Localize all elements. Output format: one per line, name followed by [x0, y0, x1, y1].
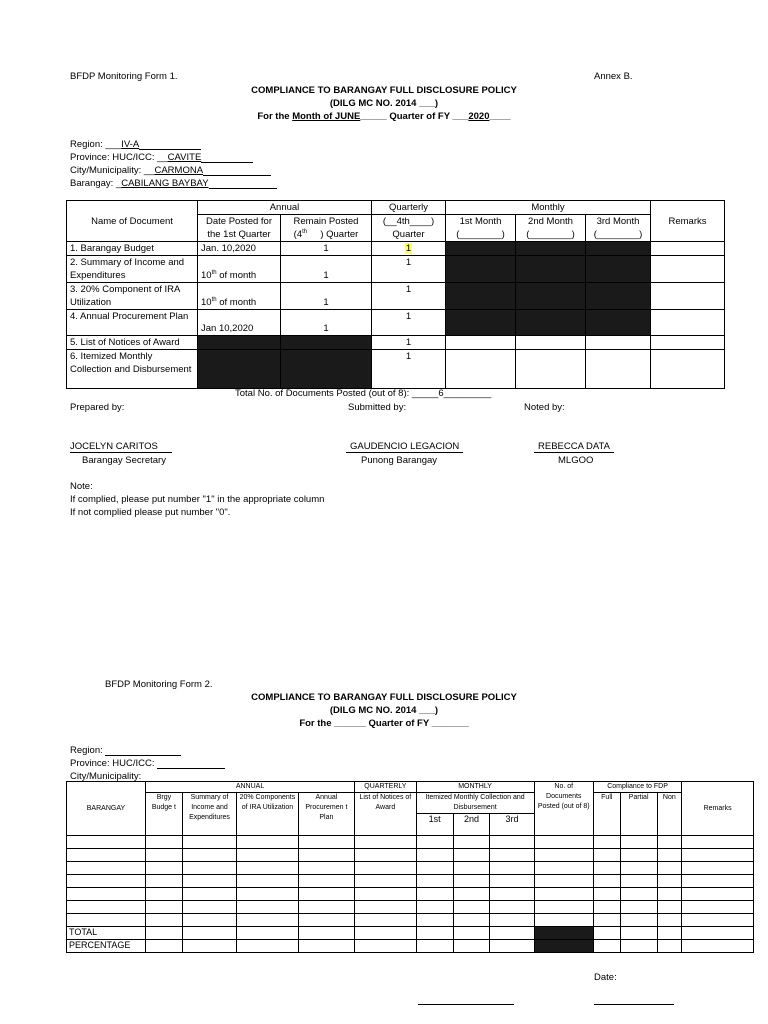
header-monthly: Monthly	[446, 201, 651, 215]
submitted-by-label: Submitted by:	[348, 402, 407, 413]
date-posted: Jan 10,2020	[198, 310, 281, 336]
prepared-by-label: Prepared by:	[70, 402, 125, 413]
table-row	[67, 256, 725, 283]
doc-name: 4. Annual Procurement Plan	[67, 310, 198, 336]
f2-header-procurement: Annual Procuremen t Plan	[298, 793, 354, 836]
header-remain-posted: Remain Posted (4th ) Quarter	[281, 215, 372, 242]
f2-header-none: Non	[657, 793, 682, 836]
f2-header-annual: ANNUAL	[145, 782, 354, 793]
table-row	[67, 849, 754, 862]
note-line-2: If not complied please put number "0".	[70, 507, 231, 518]
f2-header-m1: 1st	[416, 814, 453, 836]
form1-period-line: For the Month of JUNE_____ Quarter of FY ___2020____	[257, 111, 511, 122]
table-row	[67, 336, 725, 350]
signatory-3-title: MLGOO	[558, 455, 594, 466]
form2-region-field: Region:	[70, 744, 181, 756]
doc-name: 2. Summary of Income and Expenditures	[67, 256, 198, 283]
remain-posted: 1	[281, 242, 372, 256]
total-row	[67, 927, 754, 940]
doc-name: 5. List of Notices of Award	[67, 336, 198, 350]
date-label: Date:	[594, 972, 617, 983]
form1-title: COMPLIANCE TO BARANGAY FULL DISCLOSURE POLICY	[251, 85, 517, 96]
quarter-value: 1	[372, 310, 446, 336]
table-row	[67, 875, 754, 888]
signatory-2-name: GAUDENCIO LEGACION	[346, 441, 463, 453]
form2-label: BFDP Monitoring Form 2.	[105, 679, 213, 690]
f2-header-remarks: Remarks	[682, 782, 754, 836]
total-value: 6	[438, 388, 444, 399]
doc-name: 1. Barangay Budget	[67, 242, 198, 256]
f2-header-full: Full	[593, 793, 620, 836]
noted-by-label: Noted by:	[524, 402, 565, 413]
doc-name: 3. 20% Component of IRA Utilization	[67, 283, 198, 310]
province-value: CAVITE	[167, 152, 202, 163]
header-name-of-document: Name of Document	[67, 201, 198, 242]
date-posted: 10th of month	[198, 283, 281, 310]
province-field: Province: HUC/ICC: __CAVITE	[70, 151, 253, 163]
quarter-value: 1	[372, 350, 446, 389]
barangay-value: CABILANG BAYBAY	[121, 178, 209, 189]
table-row	[67, 901, 754, 914]
region-field: Region: ___IV-A	[70, 138, 201, 150]
header-month-3: 3rd Month (________)	[586, 215, 651, 242]
quarter-value: 1	[372, 283, 446, 310]
remain-posted: 1	[281, 310, 372, 336]
f2-header-m3: 3rd	[490, 814, 534, 836]
table-row	[67, 836, 754, 849]
signatory-1-name: JOCELYN CARITOS	[70, 441, 172, 453]
annex-label: Annex B.	[594, 71, 633, 82]
form2-subtitle: (DILG MC NO. 2014 ___)	[329, 705, 439, 716]
table-row	[67, 914, 754, 927]
remain-posted: 1	[281, 283, 372, 310]
signatory-2-title: Punong Barangay	[361, 455, 438, 466]
city-value: CARMONA	[154, 165, 204, 176]
table-row	[67, 862, 754, 875]
form2-table	[66, 781, 754, 953]
signatory-3-name: REBECCA DATA	[534, 441, 614, 453]
f2-header-budget: Brgy Budge t	[145, 793, 182, 836]
form2-city-field: City/Municipality:	[70, 770, 224, 782]
city-field: City/Municipality: __CARMONA	[70, 164, 271, 176]
table-row	[67, 242, 725, 256]
f2-header-ira: 20% Components of IRA Utilization	[237, 793, 299, 836]
signature-line-left	[418, 1004, 514, 1005]
period-value: Month of JUNE	[292, 111, 361, 122]
doc-name: 6. Itemized Monthly Collection and Disbursement	[67, 350, 198, 389]
form2-period-line: For the ______ Quarter of FY _______	[299, 718, 469, 729]
quarter-value: 1	[372, 336, 446, 350]
f2-header-docs-posted: No. of Documents Posted (out of 8)	[534, 782, 593, 836]
form1-subtitle: (DILG MC NO. 2014 ___)	[329, 98, 439, 109]
header-month-1: 1st Month (________)	[446, 215, 516, 242]
f2-header-monthly: MONTHLY	[416, 782, 534, 793]
fy-value: 2020	[468, 111, 490, 122]
percentage-label: PERCENTAGE	[67, 940, 146, 953]
f2-header-itemized: Itemized Monthly Collection and Disbursement	[416, 793, 534, 814]
table-row	[67, 310, 725, 336]
region-value: IV-A	[121, 139, 140, 150]
date-posted: 10th of month	[198, 256, 281, 283]
f2-header-income: Summary of Income and Expenditures	[182, 793, 236, 836]
table-row	[67, 350, 725, 389]
date-posted: Jan. 10,2020	[198, 242, 281, 256]
form1-table	[66, 200, 725, 389]
total-documents-line: Total No. of Documents Posted (out of 8): _____6_________	[235, 388, 492, 399]
f2-header-notices: List of Notices of Award	[355, 793, 417, 836]
form2-title: COMPLIANCE TO BARANGAY FULL DISCLOSURE POLICY	[251, 692, 517, 703]
f2-header-compliance: Compliance to FDP	[593, 782, 681, 793]
header-quarter: (__4th____) Quarter	[372, 215, 446, 242]
quarter-value: 1	[372, 242, 446, 256]
table-row	[67, 283, 725, 310]
barangay-field: Barangay: _CABILANG BAYBAY	[70, 177, 277, 189]
f2-header-partial: Partial	[620, 793, 657, 836]
header-quarterly: Quarterly	[372, 201, 446, 215]
quarter-value: 1	[372, 256, 446, 283]
f2-header-quarterly: QUARTERLY	[355, 782, 417, 793]
table-row	[67, 888, 754, 901]
signature-line-right	[594, 1004, 674, 1005]
signatory-1-title: Barangay Secretary	[82, 455, 166, 466]
form1-label: BFDP Monitoring Form 1.	[70, 71, 178, 82]
remain-posted: 1	[281, 256, 372, 283]
form2-province-field: Province: HUC/ICC:	[70, 757, 225, 769]
percentage-row	[67, 940, 754, 953]
header-date-posted: Date Posted for the 1st Quarter	[198, 215, 281, 242]
f2-header-barangay: BARANGAY	[67, 782, 146, 836]
f2-header-m2: 2nd	[453, 814, 490, 836]
header-remarks: Remarks	[651, 201, 725, 242]
header-month-2: 2nd Month (________)	[516, 215, 586, 242]
note-label: Note:	[70, 481, 93, 492]
header-annual: Annual	[198, 201, 372, 215]
note-line-1: If complied, please put number "1" in the appropriate column	[70, 494, 325, 505]
total-label: TOTAL	[67, 927, 146, 940]
